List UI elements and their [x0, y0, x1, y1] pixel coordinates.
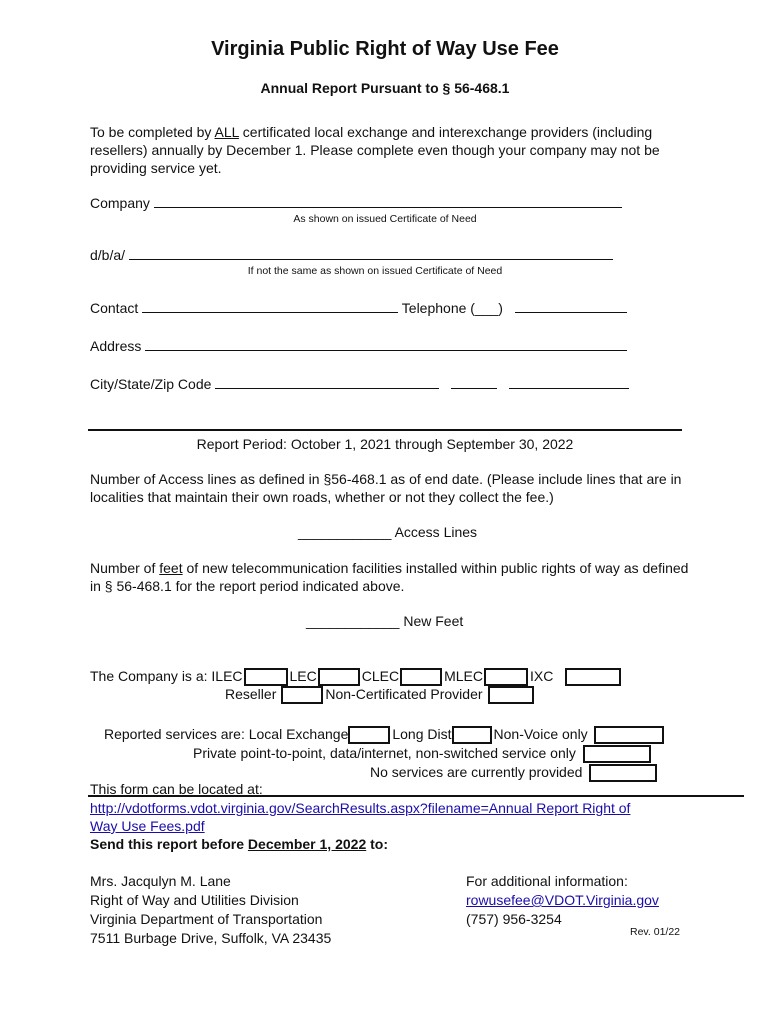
contact-label: Contact	[90, 300, 139, 316]
private-services-row	[193, 745, 653, 763]
access-lines-text: Number of Access lines as defined in §56-468.1 as of end date. (Please include lines that are in localities that maintain their own roads, whether or not they collect the fee.)	[90, 471, 682, 505]
state-field[interactable]	[451, 376, 497, 389]
report-period: Report Period: October 1, 2021 through September 30, 2022	[196, 436, 574, 452]
page-title: Virginia Public Right of Way Use Fee	[211, 38, 559, 60]
dba-caption: If not the same as shown on issued Certificate of Need	[247, 265, 503, 277]
intro-paragraph	[90, 123, 680, 177]
company-row	[90, 195, 622, 211]
city-field[interactable]	[215, 376, 439, 389]
new-feet-row	[306, 613, 463, 629]
local-exchange-checkbox[interactable]	[348, 726, 390, 744]
mlec-label: MLEC	[444, 668, 484, 684]
zip-field[interactable]	[509, 376, 629, 389]
clec-label: CLEC	[361, 668, 400, 684]
intro-text-start: To be completed by	[90, 124, 215, 140]
citystatezip-label: City/State/Zip Code	[90, 376, 212, 392]
telephone-label: Telephone (___)	[401, 300, 503, 316]
send-deadline: December 1, 2022	[247, 836, 367, 852]
services-row	[104, 726, 666, 744]
long-dist-label: Long Dist	[392, 726, 452, 742]
lec-checkbox[interactable]	[318, 668, 360, 686]
address-line: Right of Way and Utilities Division	[90, 892, 299, 908]
ilec-checkbox[interactable]	[244, 668, 288, 686]
company-type-row	[90, 668, 623, 686]
section-divider	[88, 429, 682, 431]
contact-field[interactable]	[142, 300, 398, 313]
long-dist-checkbox[interactable]	[452, 726, 492, 744]
noncert-checkbox[interactable]	[488, 686, 534, 704]
no-services-label: No services are currently provided	[370, 764, 583, 780]
local-exchange-label: Reported services are: Local Exchange	[104, 726, 349, 742]
contact-row	[90, 300, 627, 316]
feet-emphasis: feet	[159, 560, 183, 576]
feet-text-end: of new telecommunication facilities installed within public rights of way as defined in § 56-468.1 for the report period indicated above.	[90, 560, 689, 594]
dba-label: d/b/a/	[90, 247, 126, 263]
company-caption: As shown on issued Certificate of Need	[293, 213, 477, 225]
address-line: Mrs. Jacqulyn M. Lane	[90, 873, 231, 889]
form-location-label: This form can be located at:	[90, 781, 263, 797]
intro-text-end: certificated local exchange and interexchange providers (including resellers) annually by December 1. Please complete even though your company may not be providing service yet.	[90, 124, 660, 176]
revision-label: Rev. 01/22	[630, 926, 681, 938]
citystatezip-row	[90, 376, 629, 392]
new-feet-label: New Feet	[403, 613, 464, 629]
company-type-label: The Company is a:	[90, 668, 208, 684]
feet-text-start: Number of	[90, 560, 160, 576]
address-line: Virginia Department of Transportation	[90, 911, 323, 927]
address-row	[90, 338, 627, 354]
clec-checkbox[interactable]	[400, 668, 442, 686]
ixc-checkbox[interactable]	[565, 668, 621, 686]
private-services-label: Private point-to-point, data/internet, non-switched service only	[193, 745, 576, 761]
no-services-row	[370, 764, 659, 782]
new-feet-field[interactable]: ____________	[306, 613, 400, 629]
access-lines-label: Access Lines	[394, 524, 478, 540]
private-services-checkbox[interactable]	[583, 745, 651, 763]
send-instruction	[90, 836, 388, 852]
intro-emphasis: ALL	[214, 124, 239, 140]
access-lines-row	[298, 524, 477, 540]
feet-paragraph	[90, 559, 690, 595]
reseller-label: Reseller	[225, 686, 277, 702]
mlec-checkbox[interactable]	[484, 668, 528, 686]
send-text-start: Send this report before	[90, 836, 248, 852]
lec-label: LEC	[289, 668, 317, 684]
noncert-label: Non-Certificated Provider	[325, 686, 483, 702]
dba-row	[90, 247, 613, 263]
form-url-link[interactable]	[90, 799, 650, 835]
company-label: Company	[90, 195, 150, 211]
mailing-address	[90, 872, 331, 948]
ixc-label: IXC	[530, 668, 554, 684]
company-type-row-2	[225, 686, 536, 704]
dba-field[interactable]	[129, 247, 613, 260]
page-subtitle: Annual Report Pursuant to § 56-468.1	[260, 80, 510, 96]
telephone-field[interactable]	[515, 300, 627, 313]
ilec-label: ILEC	[211, 668, 243, 684]
send-text-end: to:	[366, 836, 388, 852]
address-field[interactable]	[145, 338, 627, 351]
contact-info	[466, 872, 659, 929]
access-lines-field[interactable]: ____________	[298, 524, 392, 540]
email-link[interactable]: rowusefee@VDOT.Virginia.gov	[466, 892, 659, 908]
no-services-checkbox[interactable]	[589, 764, 657, 782]
form-url-text[interactable]: http://vdotforms.vdot.virginia.gov/SearchResults.aspx?filename=Annual Report Right of Way Use Fees.pdf	[90, 800, 631, 834]
non-voice-label: Non-Voice only	[493, 726, 588, 742]
address-label: Address	[90, 338, 142, 354]
non-voice-checkbox[interactable]	[594, 726, 664, 744]
info-label: For additional information:	[466, 873, 628, 889]
reseller-checkbox[interactable]	[281, 686, 323, 704]
phone-number: (757) 956-3254	[466, 911, 562, 927]
company-field[interactable]	[154, 195, 622, 208]
address-line: 7511 Burbage Drive, Suffolk, VA 23435	[90, 930, 332, 946]
